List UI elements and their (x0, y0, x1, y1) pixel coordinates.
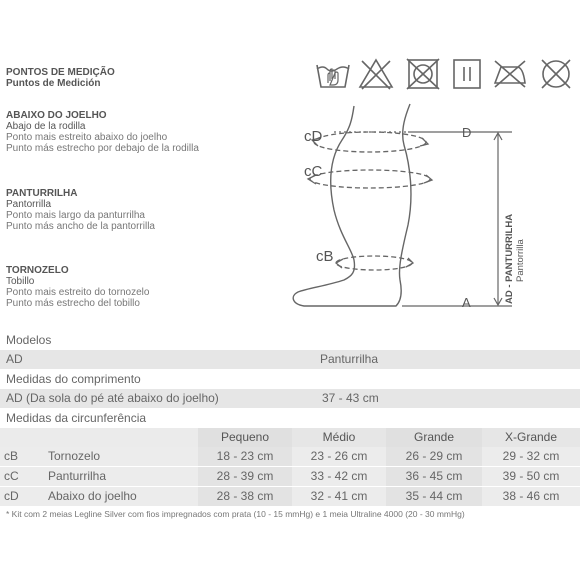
ankle-subtitle: Tobillo (6, 276, 35, 287)
label-point-a: A (462, 295, 471, 310)
label-point-d: D (462, 125, 472, 140)
value-medium: 32 - 41 cm (310, 489, 368, 503)
length-label-es-text: Pantorrilla (515, 239, 526, 282)
value-large: 35 - 44 cm (405, 489, 463, 503)
row-name: Abaixo do joelho (48, 489, 137, 503)
leg-measurement-diagram (290, 100, 580, 320)
length-label-es (515, 239, 526, 282)
row-code: cD (4, 489, 19, 503)
length-label-cell: AD (Da sola do pé até abaixo do joelho) (6, 391, 219, 405)
model-row (0, 350, 580, 369)
length-value: 37 - 43 cm (322, 391, 379, 405)
label-cb: cB (316, 248, 334, 265)
table-row (0, 487, 580, 506)
value-large: 36 - 45 cm (405, 469, 463, 483)
below-knee-ellipse (314, 132, 426, 152)
row-code: cC (4, 469, 19, 483)
value-small: 18 - 23 cm (216, 449, 274, 463)
models-header-row (0, 331, 580, 349)
do-not-iron-icon (491, 57, 529, 91)
models-header: Modelos (6, 333, 52, 347)
below-knee-desc-es: Punto más estrecho por debajo de la rodilla (6, 143, 199, 154)
model-code: AD (6, 352, 23, 366)
ankle-desc-es: Punto más estrecho del tobillo (6, 298, 140, 309)
footnote: * Kit com 2 meias Legline Silver com fios impregnados com prata (10 - 15 mmHg) e 1 meia Ultraline 4000 (20 - 30 mmHg) (6, 509, 465, 519)
below-knee-title: ABAIXO DO JOELHO (6, 110, 107, 121)
measurement-points-heading (6, 67, 115, 89)
do-not-tumble-dry-icon (405, 57, 441, 91)
length-label-pt: AD - PANTURRILHA (504, 213, 515, 304)
dry-flat-icon (451, 57, 483, 91)
size-header-medium: Médio (292, 428, 386, 447)
value-medium: 23 - 26 cm (310, 449, 368, 463)
size-header-xlarge: X-Grande (482, 428, 580, 447)
value-xlarge: 29 - 32 cm (502, 449, 560, 463)
calf-title: PANTURRILHA (6, 188, 78, 199)
size-header-large: Grande (386, 428, 482, 447)
label-cc: cC (304, 163, 323, 180)
ankle-desc-pt: Ponto mais estreito do tornozelo (6, 287, 150, 298)
size-header-small: Pequeno (198, 428, 292, 447)
calf-desc-pt: Ponto mais largo da panturrilha (6, 210, 145, 221)
hand-wash-icon (315, 57, 351, 91)
circumference-header-row (0, 409, 580, 428)
table-row (0, 467, 580, 486)
length-header-row (0, 370, 580, 389)
label-cd: cD (304, 128, 323, 145)
row-code: cB (4, 449, 19, 463)
value-medium: 33 - 42 cm (310, 469, 368, 483)
calf-subtitle: Pantorrilla (6, 199, 52, 210)
value-small: 28 - 39 cm (216, 469, 274, 483)
calf-group (6, 188, 155, 232)
measurement-points-subtitle: Puntos de Medición (6, 78, 101, 89)
value-large: 26 - 29 cm (405, 449, 463, 463)
value-xlarge: 38 - 46 cm (502, 489, 560, 503)
calf-ellipse (310, 170, 430, 188)
do-not-bleach-icon (358, 57, 394, 91)
length-header: Medidas do comprimento (6, 372, 141, 386)
below-knee-desc-pt: Ponto mais estreito abaixo do joelho (6, 132, 168, 143)
do-not-dry-clean-icon (538, 57, 574, 91)
ankle-group (6, 265, 149, 309)
below-knee-subtitle: Abajo de la rodilla (6, 121, 86, 132)
ankle-title: TORNOZELO (6, 265, 69, 276)
length-row (0, 389, 580, 408)
circumference-header: Medidas da circunferência (6, 411, 147, 425)
table-row (0, 447, 580, 466)
model-name: Panturrilha (320, 352, 379, 366)
below-knee-group (6, 110, 199, 154)
value-xlarge: 39 - 50 cm (502, 469, 560, 483)
calf-desc-es: Punto más ancho de la pantorrilla (6, 221, 155, 232)
row-name: Panturrilha (48, 469, 107, 483)
measurement-points-title: PONTOS DE MEDIÇÃO (6, 67, 115, 78)
row-name: Tornozelo (48, 449, 101, 463)
value-small: 28 - 38 cm (216, 489, 274, 503)
length-label (504, 214, 515, 304)
